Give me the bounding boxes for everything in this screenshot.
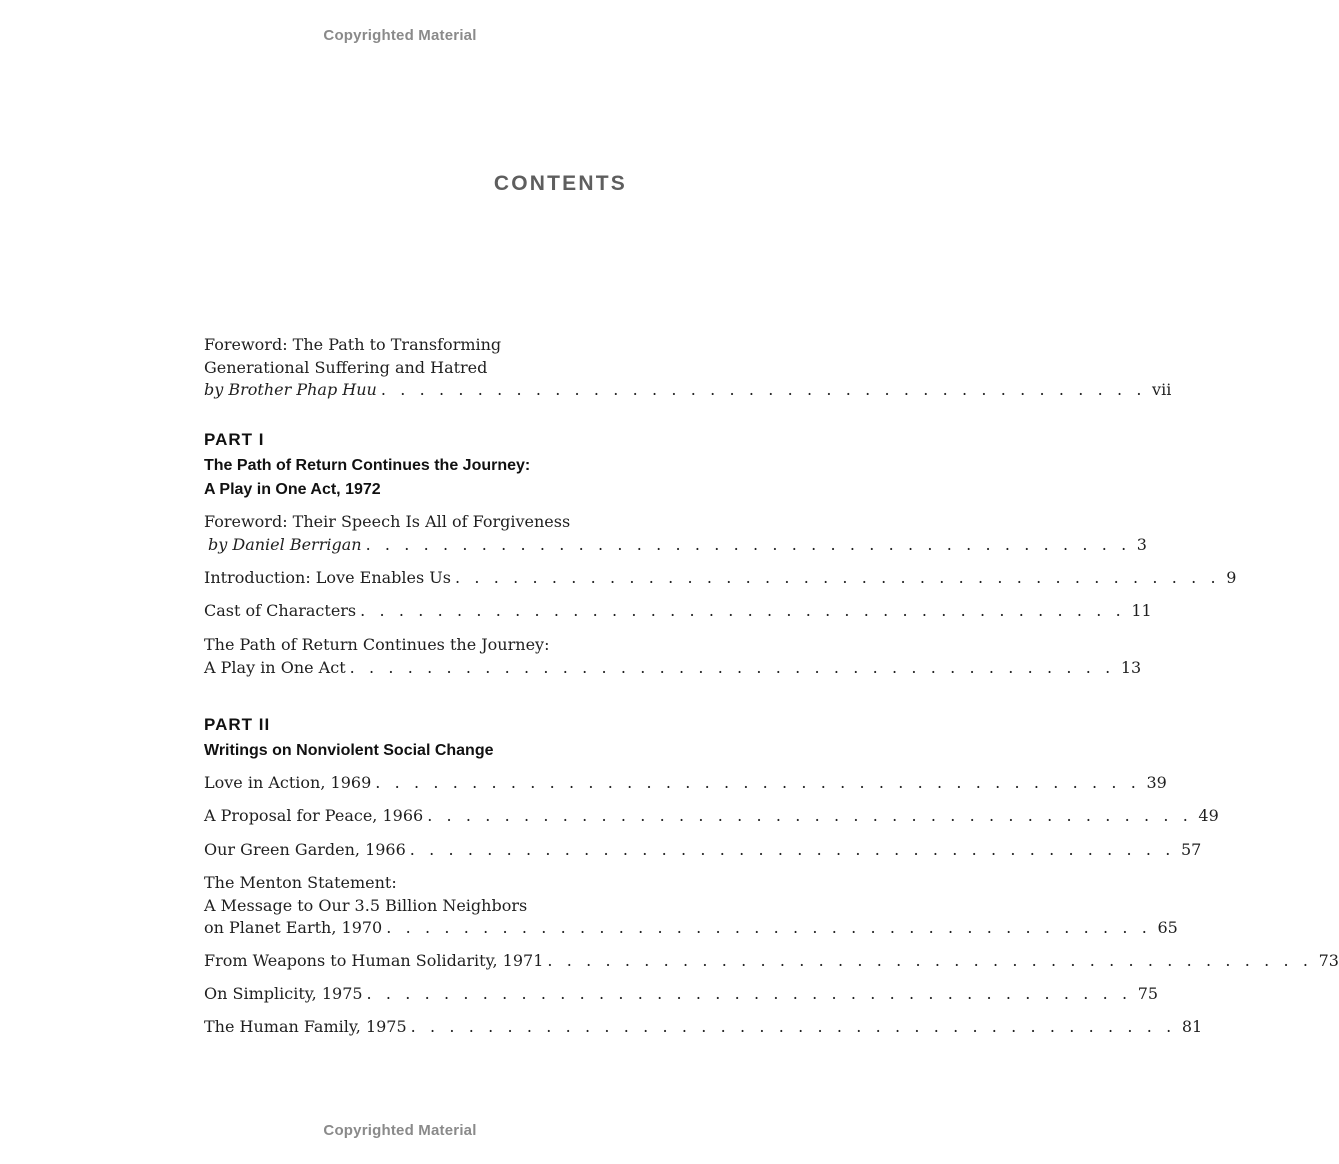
toc-entry-line: Foreword: The Path to Transforming — [204, 335, 502, 354]
toc-page-number: 57 — [1181, 840, 1202, 859]
toc-entry-simplicity[interactable] — [204, 983, 1159, 1006]
copyright-watermark-bottom: Copyrighted Material — [323, 1122, 477, 1139]
toc-entry-berrigan-foreword[interactable] — [204, 511, 1147, 556]
toc-entry-title: The Human Family, 1975 — [204, 1017, 407, 1036]
part-title-line: The Path of Return Continues the Journey: — [204, 457, 531, 474]
dot-leader: . . . . . . . . . . . . . . . . . . . . . . . . . . . . . . . . . . . . . . . . — [360, 601, 1126, 620]
dot-leader: . . . . . . . . . . . . . . . . . . . . . . . . . . . . . . . . . . . . . . . . — [375, 773, 1141, 792]
toc-entry-play[interactable] — [204, 634, 1142, 679]
toc-entry-title: on Planet Earth, 1970 — [204, 918, 383, 937]
dot-leader: . . . . . . . . . . . . . . . . . . . . . . . . . . . . . . . . . . . . . . . . — [409, 840, 1175, 859]
toc-entry-line: The Menton Statement: — [204, 873, 397, 892]
toc-entry-line: A Message to Our 3.5 Billion Neighbors — [204, 895, 528, 915]
contents-heading: CONTENTS — [493, 172, 627, 195]
dot-leader: . . . . . . . . . . . . . . . . . . . . . . . . . . . . . . . . . . . . . . . . — [366, 984, 1132, 1003]
toc-page-number: 73 — [1318, 951, 1339, 970]
toc-entry-line: Generational Suffering and Hatred — [204, 357, 488, 377]
part-title-line: A Play in One Act, 1972 — [204, 481, 381, 498]
copyright-watermark-top: Copyrighted Material — [323, 27, 477, 44]
part-1-title — [204, 454, 530, 502]
toc-page-number: 81 — [1181, 1017, 1203, 1036]
dot-leader: . . . . . . . . . . . . . . . . . . . . . . . . . . . . . . . . . . . . . . . . — [380, 380, 1147, 399]
dot-leader: . . . . . . . . . . . . . . . . . . . . . . . . . . . . . . . . . . . . . . . . — [365, 534, 1131, 554]
toc-entry-title: On Simplicity, 1975 — [204, 984, 363, 1003]
part-1-label: PART I — [204, 430, 265, 449]
part-2-label: PART II — [204, 715, 271, 734]
toc-entry-title: Cast of Characters — [204, 601, 357, 620]
toc-entry-introduction[interactable] — [204, 567, 1237, 590]
toc-page-number: 11 — [1131, 601, 1152, 620]
toc-entry-green-garden[interactable] — [204, 839, 1202, 862]
toc-page-number: 39 — [1146, 773, 1167, 792]
toc-entry-author: by Daniel Berrigan — [208, 534, 362, 554]
dot-leader: . . . . . . . . . . . . . . . . . . . . . . . . . . . . . . . . . . . . . . . . — [349, 657, 1115, 677]
toc-page-number: 3 — [1136, 534, 1147, 554]
dot-leader: . . . . . . . . . . . . . . . . . . . . . . . . . . . . . . . . . . . . . . . . — [386, 918, 1152, 937]
toc-page-number: 75 — [1137, 984, 1159, 1003]
toc-page-number: 49 — [1198, 806, 1219, 825]
toc-page-number: 9 — [1226, 568, 1237, 587]
toc-entry-weapons-to-solidarity[interactable] — [204, 950, 1339, 973]
toc-page-number: vii — [1152, 380, 1172, 399]
toc-entry-title: Introduction: Love Enables Us — [204, 568, 451, 587]
toc-entry-proposal-for-peace[interactable] — [204, 805, 1219, 828]
toc-entry-foreword[interactable] — [204, 334, 1172, 402]
toc-entry-line: Foreword: Their Speech Is All of Forgiveness — [204, 512, 571, 531]
dot-leader: . . . . . . . . . . . . . . . . . . . . . . . . . . . . . . . . . . . . . . . . — [455, 568, 1221, 587]
part-title-line: Writings on Nonviolent Social Change — [204, 742, 494, 759]
toc-entry-human-family[interactable] — [204, 1016, 1203, 1039]
toc-entry-love-in-action[interactable] — [204, 772, 1167, 795]
toc-entry-title: From Weapons to Human Solidarity, 1971 — [204, 951, 544, 970]
dot-leader: . . . . . . . . . . . . . . . . . . . . . . . . . . . . . . . . . . . . . . . . — [427, 806, 1193, 825]
dot-leader: . . . . . . . . . . . . . . . . . . . . . . . . . . . . . . . . . . . . . . . . — [547, 951, 1313, 970]
toc-entry-title: A Proposal for Peace, 1966 — [204, 806, 424, 825]
toc-entry-menton-statement[interactable] — [204, 872, 1178, 940]
toc-entry-line: The Path of Return Continues the Journey: — [204, 635, 550, 654]
toc-page-number: 65 — [1157, 918, 1178, 937]
toc-entry-title: A Play in One Act — [204, 657, 346, 677]
toc-entry-cast[interactable] — [204, 600, 1152, 623]
toc-entry-title: Love in Action, 1969 — [204, 773, 372, 792]
toc-entry-title: Our Green Garden, 1966 — [204, 840, 406, 859]
toc-entry-author: by Brother Phap Huu — [204, 380, 377, 399]
dot-leader: . . . . . . . . . . . . . . . . . . . . . . . . . . . . . . . . . . . . . . . . — [410, 1017, 1176, 1036]
part-2-title — [204, 739, 494, 763]
toc-page-number: 13 — [1120, 657, 1142, 677]
